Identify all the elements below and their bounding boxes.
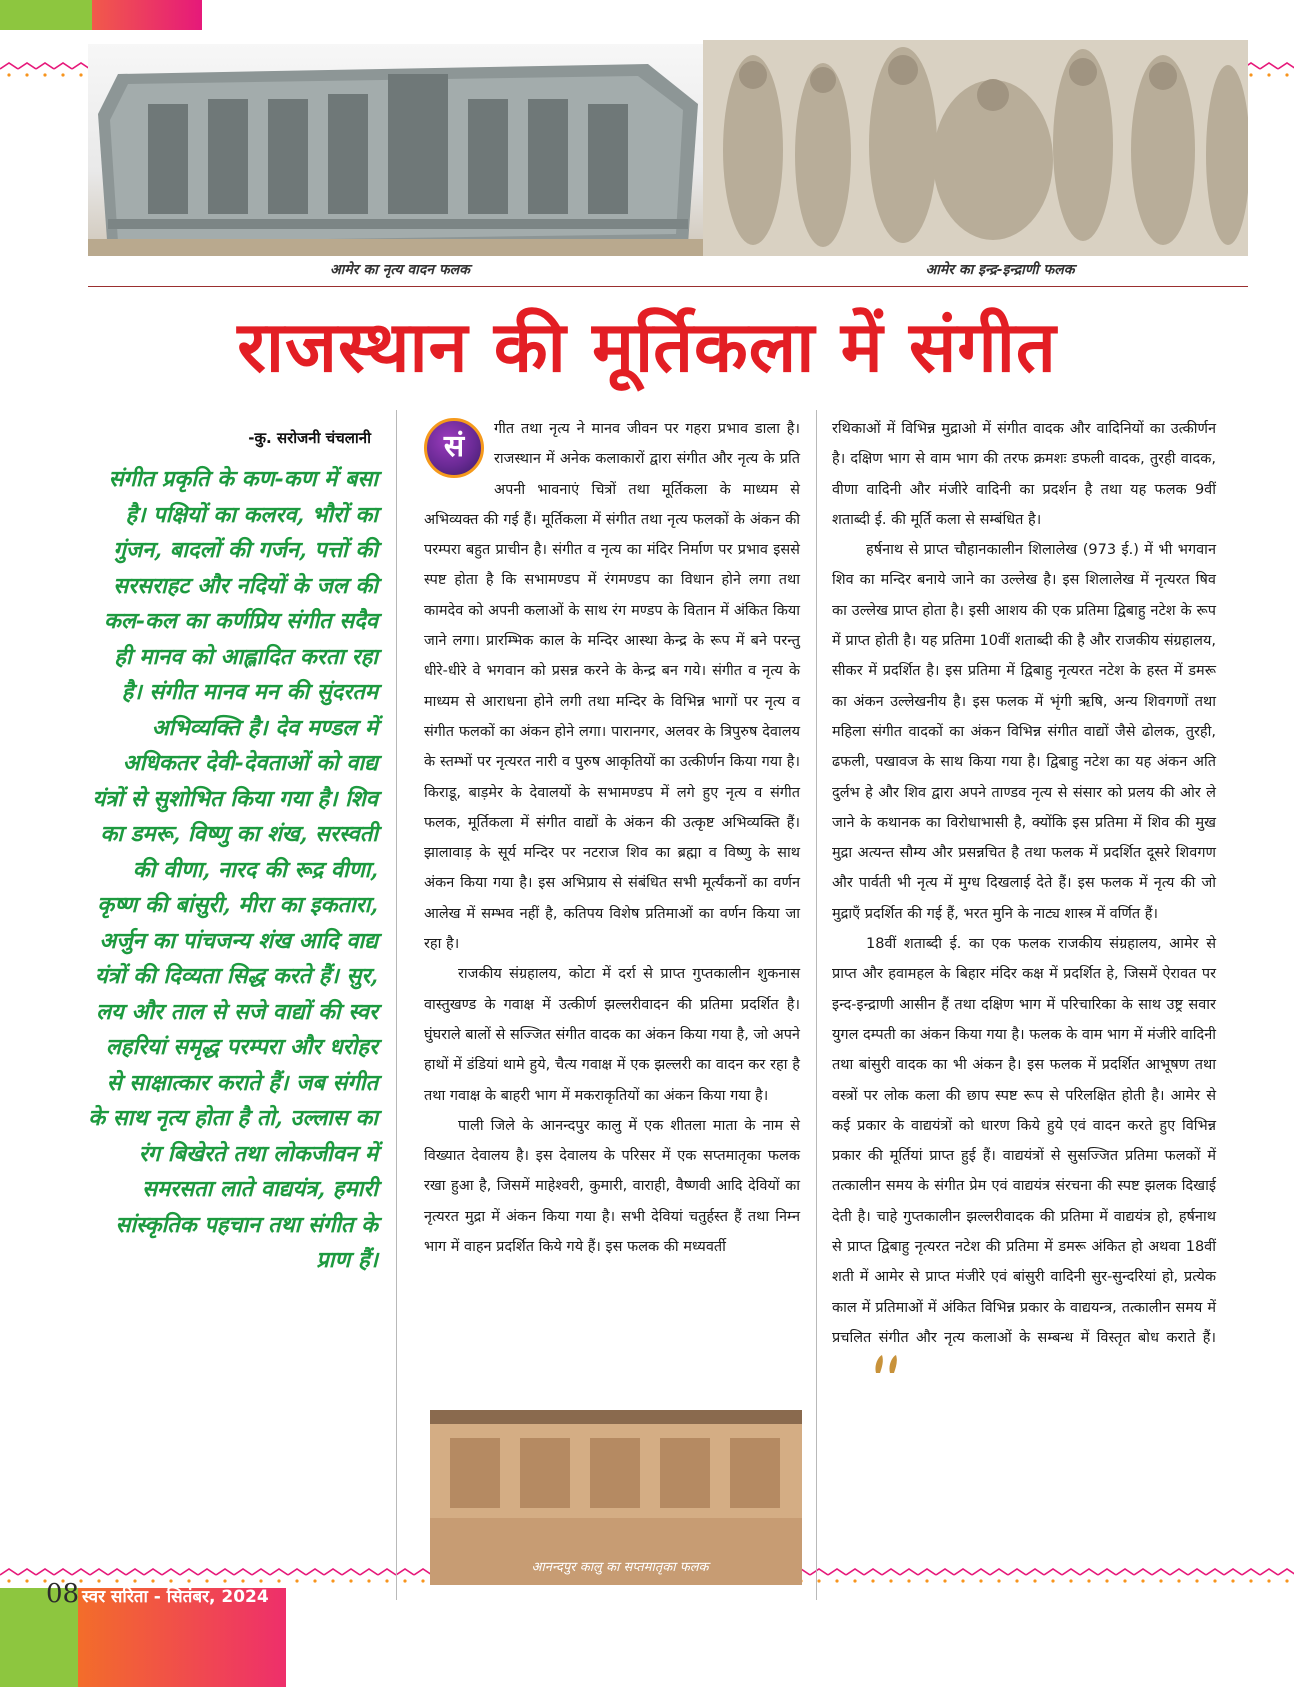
pull-quote: संगीत प्रकृति के कण-कण में बसा है। पक्षियों का कलरव, भौरों का गुंजन, बादलों की गर्जन, पत्तों की सरसराहट और नदियों के जल की कल-कल का कर्णप्रिय संगीत सदैव ही मानव को आह्लादित करता रहा है। संगीत मानव मन की सुंदरतम अभिव्यक्ति है। देव मण्डल में अधिकतर देवी-देवताओं को वाद्य यंत्रों से सुशोभित किया गया है। शिव का डमरू, विष्णु का शंख, सरस्वती की वीणा, नारद की रूद्र वीणा, कृष्ण की बांसुरी, मीरा का इकतारा, अर्जुन का पांचजन्य शंख आदि वाद्य यंत्रों की दिव्यता सिद्ध करते हैं। सुर, लय और ताल से सजे वाद्यों की स्वर लहरियां समृद्ध परम्परा और धरोहर से साक्षात्कार कराते हैं। जब संगीत के साथ नृत्य होता है तो, उल्लास का रंग बिखेरते तथा लोकजीवन में समरसता लाते वाद्ययंत्र, हमारी सांस्कृतिक पहचान तथा संगीत के प्राण हैं। [88, 466, 378, 1273]
paragraph: रथिकाओं में विभिन्न मुद्राओ में संगीत वादक और वादिनियों का उत्कीर्णन है। दक्षिण भाग से वाम भाग की तरफ क्रमशः डफली वादक, तुरही वादक, वीणा वादिनी और मंजीरे वादिनी का प्रदर्शन है तथा यह फलक 9वीं शताब्दी ई. की मूर्ति कला से सम्बंधित है। [832, 421, 1216, 528]
top-corner-strip [0, 0, 202, 30]
journal-issue: स्वर सरिता - सितंबर, 2024 [82, 1587, 269, 1607]
article-column-right [832, 414, 1216, 1387]
sculpture-photo-dance-panel [88, 44, 704, 256]
paragraph-text: 18वीं शताब्दी ई. का एक फलक राजकीय संग्रहालय, आमेर से प्राप्त और हवामहल के बिहार मंदिर कक्ष में प्रदर्शित हे, जिसमें ऐरावत पर इन्द-इन्द्राणी आसीन हैं तथा दक्षिण भाग में परिचारिका के साथ उष्ट्र सवार युगल दम्पती का अंकन किया गया है। फलक के वाम भाग में मंजीरे वादिनी तथा बांसुरी वादक का भी अंकन है। इस फलक में प्रदर्शित आभूषण तथा वस्त्रों पर लोक कला की छाप स्पष्ट रूप से परिलक्षित होती है। आमेर से कई प्रकार के वाद्ययंत्रों को धारण किये हुये एवं वादन करते हुए विभिन्न प्रकार की मूर्तियां प्राप्त हुई हैं। वाद्ययंत्रों से सुसज्जित प्रतिमा फलकों में तत्कालीन समय के संगीत प्रेम एवं वाद्ययंत्र संरचना की स्पष्ट झलक दिखाई देती है। चाहे गुप्तकालीन झल्लरीवादक की प्रतिमा में वाद्ययंत्र हो, हर्षनाथ से प्राप्त द्विबाहु नृत्यरत नटेश की प्रतिमा में डमरू अंकित हो अथवा 18वीं शती में आमेर से प्राप्त मंजीरे एवं बांसुरी वादिनी सुर-सुन्दरियां हो, प्रत्येक काल में प्रतिमाओं में अंकित विभिन्न प्रकार के वाद्ययन्त्र, तत्कालीन समय में प्रचलित संगीत और नृत्य कलाओं के सम्बन्ध में विस्तृत बोध कराते हैं। [832, 936, 1216, 1346]
article-column-middle [424, 414, 800, 1262]
caption-top-right: आमेर का इन्द्र-इन्द्राणी फलक [925, 262, 1075, 278]
end-ornament-icon [838, 1353, 902, 1386]
sculpture-photo-indra-indrani-panel [703, 40, 1248, 256]
caption-top-left: आमेर का नृत्य वादन फलक [330, 262, 470, 278]
column-divider [396, 410, 397, 1600]
drop-cap: सं [424, 418, 484, 478]
page-number: 08 [46, 1579, 80, 1609]
author-byline: -कु. सरोजनी चंचलानी [248, 429, 371, 447]
paragraph: राजकीय संग्रहालय, कोटा में दर्रा से प्राप्त गुप्तकालीन शुकनास वास्तुखण्ड के गवाक्ष में उत्कीर्ण झल्लरीवादन की प्रतिमा प्रदर्शित है। घुंघराले बालों से सज्जित संगीत वादक का अंकन किया गया है, जो अपने हाथों में डंडियां थामे हुये, चैत्य गवाक्ष में एक झल्लरी का वादन कर रहा है तथा गवाक्ष के बाहरी भाग में मकराकृतियों का अंकन किया गया है। [424, 966, 800, 1104]
caption-bottom: आनन्दपुर कालु का सप्तमातृका फलक [531, 1560, 709, 1575]
paragraph: हर्षनाथ से प्राप्त चौहानकालीन शिलालेख (973 ई.) में भी भगवान शिव का मन्दिर बनाये जाने का उल्लेख है। इस शिलालेख में नृत्यरत षिव का उल्लेख प्राप्त होता है। इसी आशय की एक प्रतिमा द्विबाहु नटेश के रूप में प्राप्त होती है। यह प्रतिमा 10वीं शताब्दी की है और राजकीय संग्रहालय, सीकर में प्रदर्शित है। इस प्रतिमा में द्विबाहु नृत्यरत नटेश के हस्त में डमरू का अंकन उल्लेखनीय है। इस फलक में भृंगी ऋषि, अन्य शिवगणों तथा महिला संगीत वादकों का अंकन विभिन्न संगीत वाद्यों जैसे ढोलक, तुरही, ढफली, पखावज के साथ किया गया है। द्विबाहु नटेश का यह अंकन अति दुर्लभ हे और शिव द्वारा अपने ताण्डव नृत्य से संसार को प्रलय की ओर ले जाने के कथानक का विरोधाभासी है, क्योंकि इस प्रतिमा में शिव की मुख मुद्रा अत्यन्त सौम्य और प्रसन्नचित है तथा फलक में प्रदर्शित दूसरे शिवगण और पार्वती भी नृत्य में मुग्ध दिखलाई देते हैं। इस फलक में नृत्य की जो मुद्राएँ प्रदर्शित की गई हैं, भरत मुनि के नाट्य शास्त्र में वर्णित हैं। [832, 542, 1216, 922]
article-title: राजस्थान की मूर्तिकला में संगीत [237, 306, 1057, 388]
paragraph [832, 929, 1216, 1386]
paragraph: गीत तथा नृत्य ने मानव जीवन पर गहरा प्रभाव डाला है। राजस्थान में अनेक कलाकारों द्वारा संगीत और नृत्य के प्रति अपनी भावनाएं चित्रों तथा मूर्तिकला के माध्यम से अभिव्यक्त की गई हैं। मूर्तिकला में संगीत तथा नृत्य फलकों के अंकन की परम्परा बहुत प्राचीन है। संगीत व नृत्य का मंदिर निर्माण पर प्रभाव इससे स्पष्ट होता है कि सभामण्डप में रंगमण्डप का विधान होने लगा तथा कामदेव को अपनी कलाओं के साथ रंग मण्डप के वितान में अंकित किया जाने लगा। प्रारम्भिक काल के मन्दिर आस्था केन्द्र के रूप में बने परन्तु धीरे-धीरे वे भगवान को प्रसन्न करने के केन्द्र बन गये। संगीत व नृत्य के माध्यम से आराधना होने लगी तथा मन्दिर के विभिन्न भागों पर नृत्य व संगीत फलकों का अंकन होने लगा। पारानगर, अलवर के त्रिपुरुष देवालय के स्तम्भों पर नृत्यरत नारी व पुरुष आकृतियों का उत्कीर्णन किया गया है। किराडू, बाड़मेर के देवालयों के सभामण्डप में लगे हुए नृत्य व संगीत फलक, मूर्तिकला में संगीत वाद्यों के अंकन की उत्कृष्ट अभिव्यक्ति हैं। झालावाड़ के सूर्य मन्दिर पर नटराज शिव का ब्रह्मा व विष्णु के साथ अंकन किया गया है। इस अभिप्राय से संबंधित सभी मूर्त्यंकनों का वर्णन आलेख में सम्भव नहीं है, कतिपय विशेष प्रतिमाओं का वर्णन किया जा रहा है। [424, 421, 800, 953]
column-divider [816, 410, 817, 1600]
paragraph: पाली जिले के आनन्दपुर कालु में एक शीतला माता के नाम से विख्यात देवालय है। इस देवालय के परिसर में एक सप्तमातृका फलक रखा हुआ है, जिसमें माहेश्वरी, कुमारी, वाराही, वैष्णवी आदि देवियों का नृत्यरत मुद्रा में अंकन किया गया है। सभी देवियां चतुर्हस्त हैं तथा निम्न भाग में वाहन प्रदर्शित किये गये हैं। इस फलक की मध्यवर्ती [424, 1117, 800, 1256]
header-rule [88, 286, 1248, 287]
